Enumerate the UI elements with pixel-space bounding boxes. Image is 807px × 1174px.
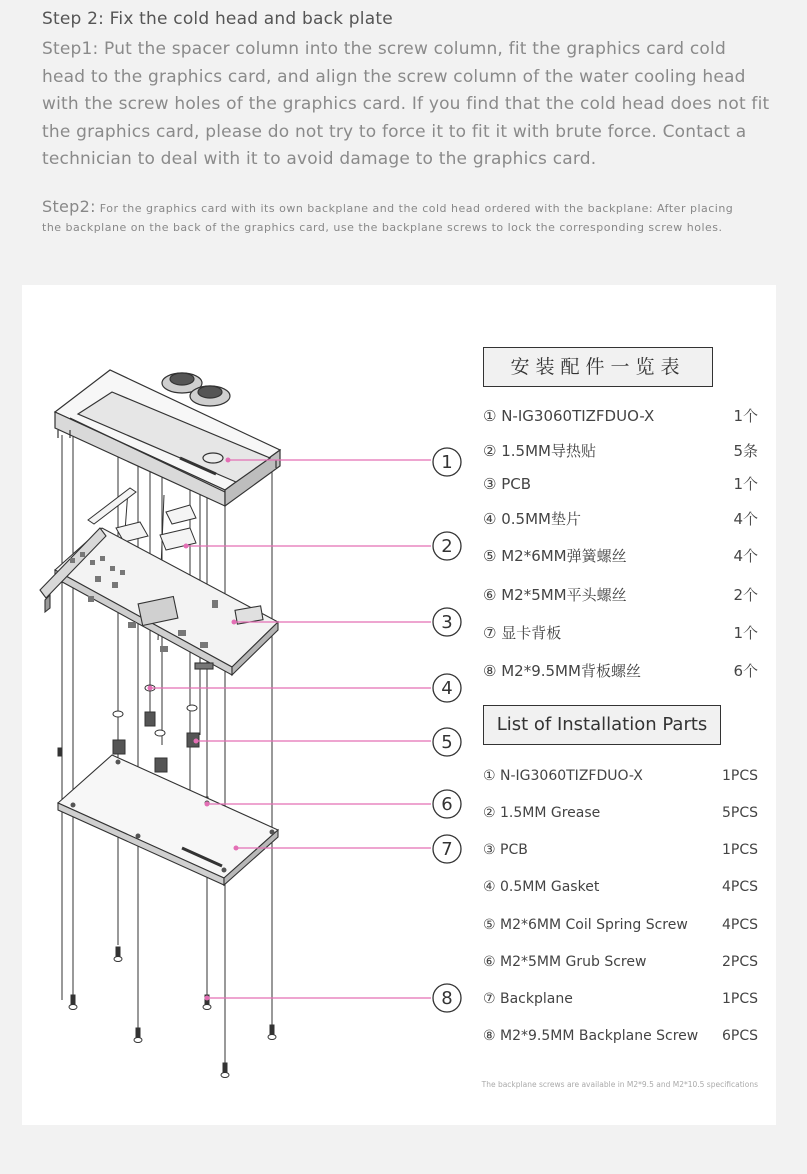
step-title: Step 2: Fix the cold head and back plate <box>42 9 393 29</box>
backplane-screws-part <box>69 947 276 1078</box>
parts-cn-row-7: ⑦ 显卡背板 1个 <box>483 624 758 642</box>
parts-en-row-3: ③ PCB 1PCS <box>483 842 758 858</box>
parts-cn-row-8: ⑧ M2*9.5MM背板螺丝 6个 <box>483 662 758 680</box>
step2-lead: Step2: <box>42 197 96 216</box>
parts-cn-row-3: ③ PCB 1个 <box>483 475 758 493</box>
step1-instructions: Step1: Put the spacer column into the screw column, fit the graphics card cold head to the graphics card, and align the screw column of the water cooling head with the screw holes of the graphics card. If you find that the cold head does not fit the graphics card, please do not try to force it to fit it with brute force. Contact a technician to deal with it to avoid damage to the graphics card. <box>42 39 770 169</box>
parts-en-row-1: ① N-IG3060TIZFDUO-X 1PCS <box>483 768 758 784</box>
gasket-washers-part <box>113 685 197 736</box>
callout-6: 6 <box>441 794 453 815</box>
parts-cn-row-1: ① N-IG3060TIZFDUO-X 1个 <box>483 407 758 425</box>
pcb-part <box>40 528 278 675</box>
callout-2: 2 <box>441 536 453 557</box>
parts-cn-row-5: ⑤ M2*6MM弹簧螺丝 4个 <box>483 547 758 565</box>
callout-3: 3 <box>441 612 453 633</box>
parts-list-cn-title: 安装配件一览表 <box>483 347 713 387</box>
backplane-part <box>58 755 278 885</box>
parts-en-row-8: ⑧ M2*9.5MM Backplane Screw 6PCS <box>483 1028 758 1044</box>
parts-cn-row-2: ② 1.5MM导热贴 5条 <box>483 442 758 460</box>
callout-5: 5 <box>441 732 453 753</box>
parts-cn-row-6: ⑥ M2*5MM平头螺丝 2个 <box>483 586 758 604</box>
backplane-screw-note: The backplane screws are available in M2*9.5 and M2*10.5 specifications <box>481 1080 758 1089</box>
parts-en-row-7: ⑦ Backplane 1PCS <box>483 991 758 1007</box>
callout-7: 7 <box>441 839 453 860</box>
cold-head-part <box>55 370 280 506</box>
parts-en-row-6: ⑥ M2*5MM Grub Screw 2PCS <box>483 954 758 970</box>
parts-list-en-title: List of Installation Parts <box>483 705 721 745</box>
callout-4: 4 <box>441 678 453 699</box>
parts-en-row-4: ④ 0.5MM Gasket 4PCS <box>483 879 758 895</box>
callout-8: 8 <box>441 988 453 1009</box>
step2-text: For the graphics card with its own backplane and the cold head ordered with the backplane: After placing the backplane on the back of the graphics card, use the backplane screws to lock the corresponding screw holes. <box>42 202 734 234</box>
parts-cn-row-4: ④ 0.5MM垫片 4个 <box>483 510 758 528</box>
parts-en-row-5: ⑤ M2*6MM Coil Spring Screw 4PCS <box>483 917 758 933</box>
parts-en-row-2: ② 1.5MM Grease 5PCS <box>483 805 758 821</box>
callout-1: 1 <box>441 452 453 473</box>
